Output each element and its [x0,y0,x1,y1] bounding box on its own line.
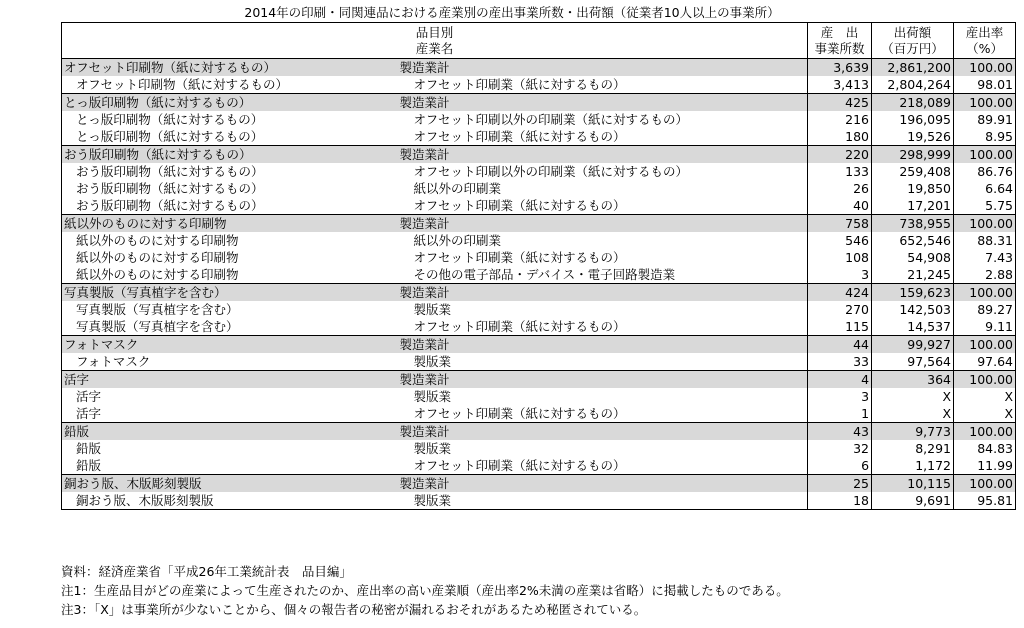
cell-count: 40 [808,197,872,215]
cell-industry: 製造業計 [396,284,808,302]
cell-rate: 95.81 [954,492,1016,510]
cell-count: 3 [808,266,872,284]
cell-rate: 88.31 [954,232,1016,249]
cell-count: 6 [808,457,872,475]
cell-product: 鉛版 [62,440,396,457]
cell-industry: 紙以外の印刷業 [396,180,808,197]
cell-product: 銅おう版、木版彫刻製版 [62,492,396,510]
cell-industry: オフセット印刷業（紙に対するもの） [396,249,808,266]
cell-rate: 89.91 [954,111,1016,128]
table-row [62,388,1016,405]
cell-amount: 17,201 [872,197,954,215]
cell-amount: 9,773 [872,423,954,441]
cell-industry: 紙以外の印刷業 [396,232,808,249]
cell-rate: 100.00 [954,371,1016,389]
cell-rate: X [954,405,1016,423]
cell-rate: 100.00 [954,59,1016,77]
cell-amount: 196,095 [872,111,954,128]
cell-count: 26 [808,180,872,197]
cell-product: おう版印刷物（紙に対するもの） [62,197,396,215]
cell-rate: 100.00 [954,215,1016,233]
cell-industry: 製造業計 [396,59,808,77]
cell-industry: 製造業計 [396,215,808,233]
cell-amount: 218,089 [872,94,954,112]
cell-product: 鉛版 [62,457,396,475]
cell-amount: 19,526 [872,128,954,146]
table-row [62,405,1016,423]
cell-count: 425 [808,94,872,112]
cell-product: 紙以外のものに対する印刷物 [62,266,396,284]
cell-count: 32 [808,440,872,457]
cell-rate: 100.00 [954,423,1016,441]
table-row [62,94,1016,112]
cell-rate: 100.00 [954,146,1016,164]
table-title: 2014年の印刷・同関連品における産業別の産出事業所数・出荷額（従業者10人以上の事業所） [244,5,780,20]
cell-amount: 97,564 [872,353,954,371]
cell-product: おう版印刷物（紙に対するもの） [62,180,396,197]
cell-count: 115 [808,318,872,336]
cell-amount: X [872,388,954,405]
cell-amount: 2,804,264 [872,76,954,94]
table-row [62,232,1016,249]
cell-count: 25 [808,475,872,493]
table-row [62,284,1016,302]
cell-count: 546 [808,232,872,249]
table-body [62,59,1016,510]
cell-industry: オフセット印刷業（紙に対するもの） [396,457,808,475]
table-row [62,457,1016,475]
cell-rate: 9.11 [954,318,1016,336]
table-row [62,301,1016,318]
cell-product: 活字 [62,405,396,423]
cell-industry: オフセット印刷業（紙に対するもの） [396,128,808,146]
table-row [62,336,1016,354]
cell-count: 133 [808,163,872,180]
cell-industry: オフセット印刷業（紙に対するもの） [396,197,808,215]
table-row [62,249,1016,266]
cell-rate: 8.95 [954,128,1016,146]
cell-rate: 100.00 [954,336,1016,354]
cell-amount: 142,503 [872,301,954,318]
cell-product: おう版印刷物（紙に対するもの） [62,163,396,180]
cell-product: おう版印刷物（紙に対するもの） [62,146,396,164]
cell-count: 108 [808,249,872,266]
cell-amount: X [872,405,954,423]
table-row [62,423,1016,441]
cell-count: 1 [808,405,872,423]
cell-industry: 製造業計 [396,336,808,354]
cell-count: 216 [808,111,872,128]
cell-industry: 製版業 [396,440,808,457]
table-row [62,440,1016,457]
cell-count: 180 [808,128,872,146]
cell-product: 紙以外のものに対する印刷物 [62,232,396,249]
cell-industry: 製版業 [396,388,808,405]
cell-industry: オフセット印刷業（紙に対するもの） [396,318,808,336]
cell-product: 銅おう版、木版彫刻製版 [62,475,396,493]
note-3: 注3：「X」は事業所が少ないことから、個々の報告者の秘密が漏れるおそれがあるため秘匿されている。 [61,602,647,617]
cell-amount: 99,927 [872,336,954,354]
header-item-industry [62,23,808,59]
cell-rate: 100.00 [954,475,1016,493]
cell-rate: X [954,388,1016,405]
header-industry: 産業名 [415,40,454,56]
cell-rate: 11.99 [954,457,1016,475]
cell-industry: 製造業計 [396,94,808,112]
cell-count: 18 [808,492,872,510]
cell-rate: 98.01 [954,76,1016,94]
table-row [62,371,1016,389]
cell-amount: 738,955 [872,215,954,233]
table-row [62,59,1016,77]
cell-amount: 652,546 [872,232,954,249]
cell-product: 鉛版 [62,423,396,441]
cell-product: フォトマスク [62,353,396,371]
table-row [62,111,1016,128]
cell-count: 424 [808,284,872,302]
table-row [62,180,1016,197]
cell-product: オフセット印刷物（紙に対するもの） [62,59,396,77]
cell-product: 写真製版（写真植字を含む） [62,284,396,302]
note-source: 資料：経済産業省「平成26年工業統計表 品目編」 [61,564,352,579]
notes [61,562,789,619]
cell-product: 紙以外のものに対する印刷物 [62,215,396,233]
cell-amount: 9,691 [872,492,954,510]
table-row [62,163,1016,180]
cell-industry: オフセット印刷業（紙に対するもの） [396,76,808,94]
cell-product: とっ版印刷物（紙に対するもの） [62,94,396,112]
cell-amount: 54,908 [872,249,954,266]
table-row [62,353,1016,371]
cell-industry: 製造業計 [396,146,808,164]
cell-industry: オフセット印刷以外の印刷業（紙に対するもの） [396,163,808,180]
cell-industry: オフセット印刷以外の印刷業（紙に対するもの） [396,111,808,128]
cell-count: 3,413 [808,76,872,94]
cell-product: 活字 [62,371,396,389]
cell-count: 270 [808,301,872,318]
cell-count: 758 [808,215,872,233]
cell-product: とっ版印刷物（紙に対するもの） [62,111,396,128]
cell-industry: 製版業 [396,353,808,371]
cell-rate: 7.43 [954,249,1016,266]
data-table [61,22,1016,510]
cell-rate: 2.88 [954,266,1016,284]
cell-industry: 製造業計 [396,371,808,389]
header-rate: 産出率 （%） [954,23,1016,59]
cell-amount: 159,623 [872,284,954,302]
cell-amount: 1,172 [872,457,954,475]
cell-amount: 364 [872,371,954,389]
cell-count: 4 [808,371,872,389]
table-row [62,492,1016,510]
cell-amount: 2,861,200 [872,59,954,77]
cell-count: 44 [808,336,872,354]
cell-count: 3,639 [808,59,872,77]
table-row [62,197,1016,215]
cell-industry: 製版業 [396,301,808,318]
table-row [62,76,1016,94]
cell-amount: 259,408 [872,163,954,180]
cell-amount: 21,245 [872,266,954,284]
table-row [62,215,1016,233]
table-row [62,266,1016,284]
header-item: 品目別 [415,24,454,40]
cell-industry: 製版業 [396,492,808,510]
cell-rate: 100.00 [954,94,1016,112]
cell-industry: 製造業計 [396,423,808,441]
cell-count: 33 [808,353,872,371]
cell-product: オフセット印刷物（紙に対するもの） [62,76,396,94]
header-count: 産 出 事業所数 [808,23,872,59]
cell-product: 活字 [62,388,396,405]
cell-industry: その他の電子部品・デバイス・電子回路製造業 [396,266,808,284]
cell-rate: 97.64 [954,353,1016,371]
table-row [62,475,1016,493]
cell-product: 紙以外のものに対する印刷物 [62,249,396,266]
cell-rate: 5.75 [954,197,1016,215]
cell-product: フォトマスク [62,336,396,354]
table-row [62,318,1016,336]
note-1: 注1：生産品目がどの産業によって生産されたのか、産出率の高い産業順（産出率2%未満の産業は省略）に掲載したものである。 [61,583,789,598]
table-row [62,128,1016,146]
cell-rate: 89.27 [954,301,1016,318]
cell-product: とっ版印刷物（紙に対するもの） [62,128,396,146]
cell-amount: 8,291 [872,440,954,457]
table-header-row [62,23,1016,59]
cell-industry: 製造業計 [396,475,808,493]
cell-amount: 19,850 [872,180,954,197]
table-row [62,146,1016,164]
cell-industry: オフセット印刷業（紙に対するもの） [396,405,808,423]
cell-amount: 10,115 [872,475,954,493]
cell-count: 3 [808,388,872,405]
cell-rate: 6.64 [954,180,1016,197]
cell-rate: 84.83 [954,440,1016,457]
header-amount: 出荷額 （百万円） [872,23,954,59]
cell-product: 写真製版（写真植字を含む） [62,301,396,318]
cell-amount: 298,999 [872,146,954,164]
cell-count: 220 [808,146,872,164]
cell-count: 43 [808,423,872,441]
cell-product: 写真製版（写真植字を含む） [62,318,396,336]
cell-rate: 86.76 [954,163,1016,180]
cell-amount: 14,537 [872,318,954,336]
cell-rate: 100.00 [954,284,1016,302]
